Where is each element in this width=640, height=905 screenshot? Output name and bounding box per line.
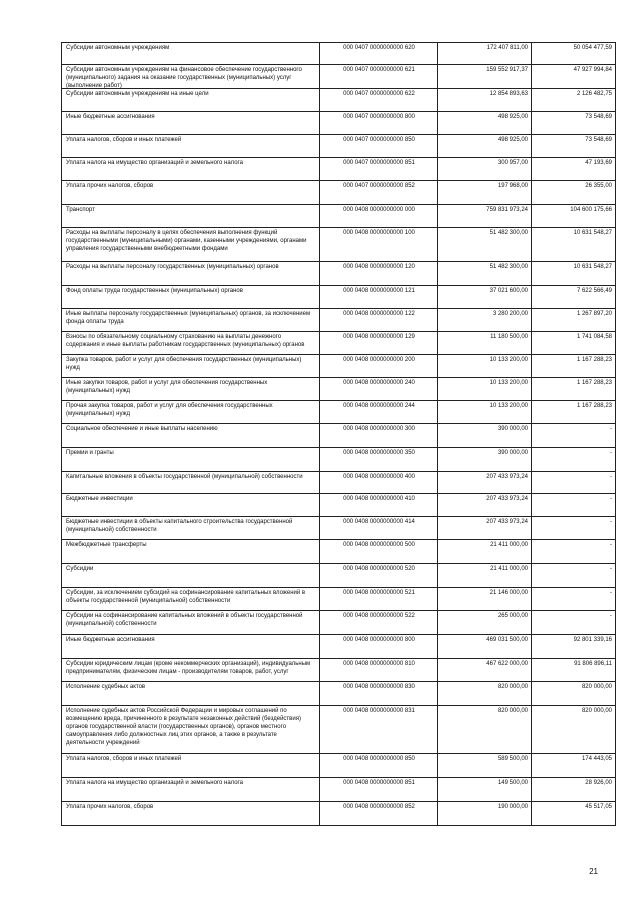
executed-sum-cell [532,286,616,309]
budget-code-cell-text: 000 0407 0000000000 800 [343,114,415,120]
expense-name-cell-text: Взносы по обязательному социальному страхованию на выплаты денежного содержания и иные выплаты работникам государственных (муниципальных) органов [66,334,305,348]
approved-sum-cell-text: 149 500,00 [497,780,528,786]
budget-code-cell [320,472,438,494]
executed-sum-cell [532,262,616,286]
expense-name-cell-text: Субсидии, за исключением субсидий на софинансирование капитальных вложений в объекты государственной (муниципальной) собственности [66,590,306,604]
expense-name-cell-text: Иные выплаты персоналу государственных (муниципальных) органов, за исключением фонда оплаты труда [66,311,311,325]
executed-sum-cell [532,355,616,378]
approved-sum-cell-text: 498 925,00 [497,137,528,143]
budget-code-cell-text: 000 0408 0000000000 100 [343,230,415,236]
approved-sum-cell-text: 11 180 500,00 [490,334,528,340]
approved-sum-cell [438,472,532,494]
approved-sum-cell-text: 759 831 973,24 [486,207,528,213]
expense-name-cell [62,448,320,472]
expense-name-cell-text: Уплата прочих налогов, сборов [66,183,154,189]
expense-name-cell-text: Уплата налогов, сборов и иных платежей [66,137,182,143]
budget-code-cell-text: 000 0408 0000000000 800 [343,637,415,643]
executed-sum-cell-text: 820 000,00 [581,684,612,690]
executed-sum-cell [532,611,616,635]
budget-code-cell [320,706,438,754]
approved-sum-cell-text: 820 000,00 [497,684,528,690]
budget-code-cell-text: 000 0407 0000000000 852 [343,183,415,189]
approved-sum-cell [438,778,532,802]
approved-sum-cell [438,158,532,181]
table-row [62,802,616,826]
budget-code-cell [320,754,438,778]
executed-sum-cell [532,228,616,262]
approved-sum-cell [438,355,532,378]
executed-sum-cell [532,89,616,112]
budget-code-cell [320,228,438,262]
expense-name-cell-text: Фонд оплаты труда государственных (муниципальных) органов [66,288,243,294]
table-row [62,65,616,89]
expense-name-cell [62,424,320,448]
expense-name-cell [62,43,320,65]
executed-sum-cell-text: 91 806 896,11 [574,661,612,667]
budget-code-cell-text: 000 0408 0000000000 240 [343,380,415,386]
executed-sum-cell [532,588,616,611]
table-row [62,355,616,378]
expense-name-cell-text: Субсидии автономным учреждениям на финансовое обеспечение государственного (муниципального) задания на оказание государственных (муниципальных) услуг (выполнение работ) [66,67,302,88]
executed-sum-cell [532,378,616,401]
approved-sum-cell-text: 10 133 200,00 [489,380,528,386]
approved-sum-cell [438,494,532,517]
executed-sum-cell-text: 73 548,69 [585,137,612,143]
page-number: 21 [589,867,598,876]
approved-sum-cell [438,286,532,309]
table-row [62,706,616,754]
expense-name-cell [62,181,320,205]
table-row [62,262,616,286]
approved-sum-cell [438,65,532,89]
expense-name-cell [62,682,320,706]
approved-sum-cell [438,205,532,228]
executed-sum-cell-text: - [610,474,612,480]
approved-sum-cell [438,401,532,424]
expense-name-cell-text: Капитальные вложения в объекты государственной (муниципальной) собственности [66,474,303,480]
budget-code-cell-text: 000 0408 0000000000 522 [343,613,415,619]
executed-sum-cell [532,181,616,205]
expense-name-cell-text: Субсидии автономным учреждениям на иные цели [66,91,209,97]
approved-sum-cell [438,262,532,286]
expense-name-cell [62,112,320,135]
budget-code-cell [320,802,438,826]
expense-name-cell [62,517,320,540]
approved-sum-cell [438,309,532,332]
executed-sum-cell [532,802,616,826]
approved-sum-cell-text: 37 021 600,00 [489,288,528,294]
executed-sum-cell-text: 50 054 477,59 [573,45,612,51]
budget-code-cell-text: 000 0408 0000000000 120 [343,264,415,270]
table-row [62,112,616,135]
budget-execution-table [61,42,616,826]
executed-sum-cell [532,517,616,540]
table-row [62,43,616,65]
budget-code-cell [320,262,438,286]
expense-name-cell [62,635,320,659]
executed-sum-cell [532,682,616,706]
budget-code-cell-text: 000 0408 0000000000 300 [343,426,415,432]
expense-name-cell [62,286,320,309]
table-row [62,611,616,635]
table-row [62,378,616,401]
expense-name-cell-text: Субсидии автономным учреждениям [66,45,170,51]
executed-sum-cell-text: 2 126 482,75 [576,91,612,97]
approved-sum-cell-text: 498 925,00 [497,114,528,120]
approved-sum-cell-text: 10 133 200,00 [489,357,528,363]
budget-code-cell-text: 000 0408 0000000000 129 [343,334,415,340]
approved-sum-cell [438,424,532,448]
budget-code-cell [320,448,438,472]
budget-code-cell [320,89,438,112]
executed-sum-cell-text: 1 741 084,58 [576,334,612,340]
budget-code-cell [320,494,438,517]
table-row [62,682,616,706]
budget-code-cell [320,332,438,355]
table-row [62,564,616,588]
budget-code-cell [320,659,438,682]
budget-code-cell-text: 000 0408 0000000000 521 [343,590,415,596]
expense-name-cell [62,659,320,682]
approved-sum-cell-text: 21 411 000,00 [490,542,528,548]
approved-sum-cell-text: 51 482 300,00 [489,264,528,270]
table-row [62,494,616,517]
executed-sum-cell-text: 26 355,00 [585,183,612,189]
budget-code-cell [320,355,438,378]
expense-name-cell [62,65,320,89]
expense-name-cell [62,205,320,228]
expense-name-cell [62,89,320,112]
executed-sum-cell-text: 47 193,69 [585,160,612,166]
budget-code-cell [320,205,438,228]
expense-name-cell-text: Межбюджетные трансферты [66,542,147,548]
approved-sum-cell-text: 190 000,00 [497,804,528,810]
budget-code-cell [320,181,438,205]
executed-sum-cell [532,309,616,332]
approved-sum-cell-text: 390 000,00 [497,426,528,432]
approved-sum-cell [438,706,532,754]
executed-sum-cell-text: 174 443,05 [581,756,612,762]
budget-code-cell-text: 000 0408 0000000000 831 [343,708,415,714]
executed-sum-cell-text: 1 267 897,20 [576,311,612,317]
budget-code-cell [320,286,438,309]
budget-code-cell-text: 000 0407 0000000000 620 [343,45,415,51]
budget-code-cell-text: 000 0407 0000000000 850 [343,137,415,143]
table-row [62,778,616,802]
executed-sum-cell-text: 10 631 548,27 [573,264,612,270]
approved-sum-cell [438,635,532,659]
budget-code-cell [320,611,438,635]
budget-code-cell-text: 000 0408 0000000000 414 [343,519,415,525]
expense-name-cell-text: Уплата прочих налогов, сборов [66,804,154,810]
executed-sum-cell [532,424,616,448]
approved-sum-cell-text: 390 000,00 [497,450,528,456]
expense-name-cell-text: Уплата налога на имущество организаций и земельного налога [66,780,243,786]
table-row [62,754,616,778]
executed-sum-cell [532,401,616,424]
table-row [62,228,616,262]
approved-sum-cell [438,517,532,540]
approved-sum-cell [438,564,532,588]
executed-sum-cell [532,158,616,181]
table-row [62,424,616,448]
executed-sum-cell [532,65,616,89]
expense-name-cell [62,401,320,424]
approved-sum-cell-text: 300 957,00 [497,160,528,166]
approved-sum-cell [438,89,532,112]
budget-code-cell [320,112,438,135]
budget-code-cell-text: 000 0408 0000000000 350 [343,450,415,456]
budget-code-cell-text: 000 0408 0000000000 121 [343,288,415,294]
approved-sum-cell [438,611,532,635]
expense-name-cell [62,588,320,611]
budget-code-cell-text: 000 0408 0000000000 244 [343,403,415,409]
executed-sum-cell-text: - [610,426,612,432]
budget-code-cell-text: 000 0408 0000000000 122 [343,311,415,317]
expense-name-cell [62,262,320,286]
executed-sum-cell [532,754,616,778]
approved-sum-cell-text: 820 000,00 [497,708,528,714]
approved-sum-cell [438,181,532,205]
budget-code-cell-text: 000 0408 0000000000 400 [343,474,415,480]
expense-name-cell-text: Субсидии [66,566,94,572]
expense-name-cell-text: Субсидии на софинансирование капитальных вложений в объекты государственной (муниципальной) собственности [66,613,303,627]
approved-sum-cell-text: 51 482 300,00 [489,230,528,236]
executed-sum-cell-text: 92 801 339,16 [573,637,612,643]
budget-code-cell-text: 000 0408 0000000000 200 [343,357,415,363]
budget-code-cell [320,778,438,802]
budget-code-cell-text: 000 0408 0000000000 830 [343,684,415,690]
executed-sum-cell-text: 10 631 548,27 [573,230,612,236]
table-row [62,588,616,611]
expense-name-cell [62,564,320,588]
executed-sum-cell [532,564,616,588]
expense-name-cell [62,135,320,158]
approved-sum-cell-text: 207 433 973,24 [486,519,528,525]
executed-sum-cell-text: - [610,542,612,548]
approved-sum-cell-text: 589 500,00 [497,756,528,762]
budget-code-cell [320,564,438,588]
expense-name-cell-text: Расходы на выплаты персоналу государственных (муниципальных) органов [66,264,279,270]
budget-code-cell-text: 000 0407 0000000000 851 [343,160,415,166]
approved-sum-cell [438,659,532,682]
executed-sum-cell [532,540,616,564]
expense-name-cell-text: Уплата налогов, сборов и иных платежей [66,756,182,762]
budget-code-cell [320,635,438,659]
executed-sum-cell-text: - [610,519,612,525]
expense-name-cell [62,754,320,778]
budget-code-cell [320,588,438,611]
executed-sum-cell-text: - [610,496,612,502]
table-row [62,89,616,112]
expense-name-cell [62,355,320,378]
executed-sum-cell [532,472,616,494]
budget-code-cell [320,540,438,564]
budget-code-cell-text: 000 0408 0000000000 850 [343,756,415,762]
executed-sum-cell-text: - [610,450,612,456]
expense-name-cell-text: Премии и гранты [66,450,114,456]
executed-sum-cell [532,659,616,682]
executed-sum-cell [532,635,616,659]
expense-name-cell-text: Транспорт [66,207,95,213]
approved-sum-cell-text: 172 407 811,00 [486,45,528,51]
approved-sum-cell-text: 207 433 973,24 [486,474,528,480]
approved-sum-cell-text: 12 854 893,63 [489,91,528,97]
budget-code-cell-text: 000 0408 0000000000 810 [343,661,415,667]
budget-code-cell-text: 000 0408 0000000000 520 [343,566,415,572]
budget-code-cell [320,135,438,158]
table-row [62,540,616,564]
expense-name-cell-text: Прочая закупка товаров, работ и услуг для обеспечения государственных (муниципальных) нужд [66,403,273,417]
expense-name-cell [62,378,320,401]
executed-sum-cell [532,205,616,228]
table-row [62,135,616,158]
executed-sum-cell [532,43,616,65]
table-row [62,158,616,181]
approved-sum-cell-text: 467 622 000,00 [486,661,528,667]
table-row [62,286,616,309]
approved-sum-cell [438,540,532,564]
approved-sum-cell [438,135,532,158]
table-row [62,635,616,659]
budget-code-cell [320,65,438,89]
executed-sum-cell [532,778,616,802]
budget-code-cell [320,43,438,65]
table-row [62,401,616,424]
executed-sum-cell-text: 28 926,00 [585,780,612,786]
approved-sum-cell [438,588,532,611]
table-row [62,181,616,205]
approved-sum-cell-text: 10 133 200,00 [489,403,528,409]
budget-code-cell-text: 000 0408 0000000000 000 [343,207,415,213]
budget-code-cell-text: 000 0407 0000000000 622 [343,91,415,97]
approved-sum-cell [438,682,532,706]
table-row [62,517,616,540]
executed-sum-cell-text: 104 600 175,66 [570,207,612,213]
approved-sum-cell-text: 3 280 200,00 [492,311,528,317]
expense-name-cell-text: Исполнение судебных актов [66,684,146,690]
table-row [62,205,616,228]
budget-table-body [62,43,616,826]
expense-name-cell-text: Социальное обеспечение и иные выплаты населению [66,426,218,432]
budget-code-cell [320,378,438,401]
approved-sum-cell [438,802,532,826]
executed-sum-cell [532,494,616,517]
table-row [62,659,616,682]
executed-sum-cell-text: 7 622 566,49 [576,288,612,294]
executed-sum-cell-text: - [610,590,612,596]
expense-name-cell-text: Исполнение судебных актов Российской Федерации и мировых соглашений по возмещению вреда, причиненного в результате незаконных действий (бездействия) органов государственной власти (государственных органов), органов местного самоуправления либо должностных лиц этих органов, а также в результате деятельности учреждений [66,708,301,746]
budget-code-cell [320,401,438,424]
expense-name-cell-text: Иные бюджетные ассигнования [66,114,155,120]
budget-code-cell [320,158,438,181]
approved-sum-cell-text: 21 146 000,00 [489,590,528,596]
expense-name-cell [62,611,320,635]
expense-name-cell-text: Иные закупки товаров, работ и услуг для обеспечения государственных (муниципальных) нужд [66,380,268,394]
executed-sum-cell-text: 1 167 288,23 [576,380,612,386]
table-row [62,472,616,494]
expense-name-cell-text: Уплата налога на имущество организаций и земельного налога [66,160,243,166]
executed-sum-cell-text: - [610,566,612,572]
approved-sum-cell-text: 265 000,00 [497,613,528,619]
expense-name-cell [62,494,320,517]
budget-code-cell [320,424,438,448]
approved-sum-cell [438,43,532,65]
executed-sum-cell-text: 45 517,05 [585,804,612,810]
table-row [62,332,616,355]
expense-name-cell [62,158,320,181]
expense-name-cell-text: Расходы на выплаты персоналу в целях обеспечения выполнения функций государственными (муниципальными) органами, казенными учреждениями, органами управления государственными внебюджетными фондами [66,230,307,252]
approved-sum-cell-text: 469 031 500,00 [486,637,528,643]
executed-sum-cell [532,706,616,754]
expense-name-cell-text: Бюджетные инвестиции [66,496,133,502]
expense-name-cell-text: Субсидии юридическим лицам (кроме некоммерческих организаций), индивидуальным предпринимателям, физическим лицам - производителям товаров, работ, услуг [66,661,311,675]
approved-sum-cell-text: 207 433 973,24 [486,496,528,502]
approved-sum-cell [438,112,532,135]
executed-sum-cell-text: 1 167 288,23 [576,357,612,363]
budget-code-cell [320,682,438,706]
expense-name-cell-text: Закупка товаров, работ и услуг для обеспечения государственных (муниципальных) нужд [66,357,302,371]
approved-sum-cell [438,378,532,401]
expense-name-cell [62,228,320,262]
expense-name-cell [62,778,320,802]
approved-sum-cell-text: 21 411 000,00 [490,566,528,572]
budget-code-cell-text: 000 0407 0000000000 621 [343,67,415,73]
expense-name-cell [62,540,320,564]
executed-sum-cell [532,135,616,158]
executed-sum-cell-text: 820 000,00 [581,708,612,714]
budget-code-cell-text: 000 0408 0000000000 410 [343,496,415,502]
executed-sum-cell-text: 47 927 994,84 [573,67,612,73]
budget-code-cell-text: 000 0408 0000000000 852 [343,804,415,810]
approved-sum-cell [438,448,532,472]
executed-sum-cell [532,332,616,355]
expense-name-cell [62,332,320,355]
expense-name-cell [62,472,320,494]
expense-name-cell-text: Иные бюджетные ассигнования [66,637,155,643]
budget-code-cell [320,309,438,332]
approved-sum-cell [438,228,532,262]
expense-name-cell-text: Бюджетные инвестиции в объекты капитального строительства государственной (муниципальной) собственности [66,519,293,533]
budget-code-cell-text: 000 0408 0000000000 500 [343,542,415,548]
expense-name-cell [62,706,320,754]
budget-code-cell [320,517,438,540]
executed-sum-cell [532,112,616,135]
table-row [62,448,616,472]
table-row [62,309,616,332]
budget-code-cell-text: 000 0408 0000000000 851 [343,780,415,786]
executed-sum-cell-text: 1 167 288,23 [576,403,612,409]
approved-sum-cell [438,332,532,355]
executed-sum-cell-text: - [610,613,612,619]
approved-sum-cell-text: 197 968,00 [497,183,528,189]
executed-sum-cell-text: 73 548,69 [585,114,612,120]
approved-sum-cell [438,754,532,778]
expense-name-cell [62,309,320,332]
approved-sum-cell-text: 159 552 917,37 [486,67,528,73]
expense-name-cell [62,802,320,826]
executed-sum-cell [532,448,616,472]
